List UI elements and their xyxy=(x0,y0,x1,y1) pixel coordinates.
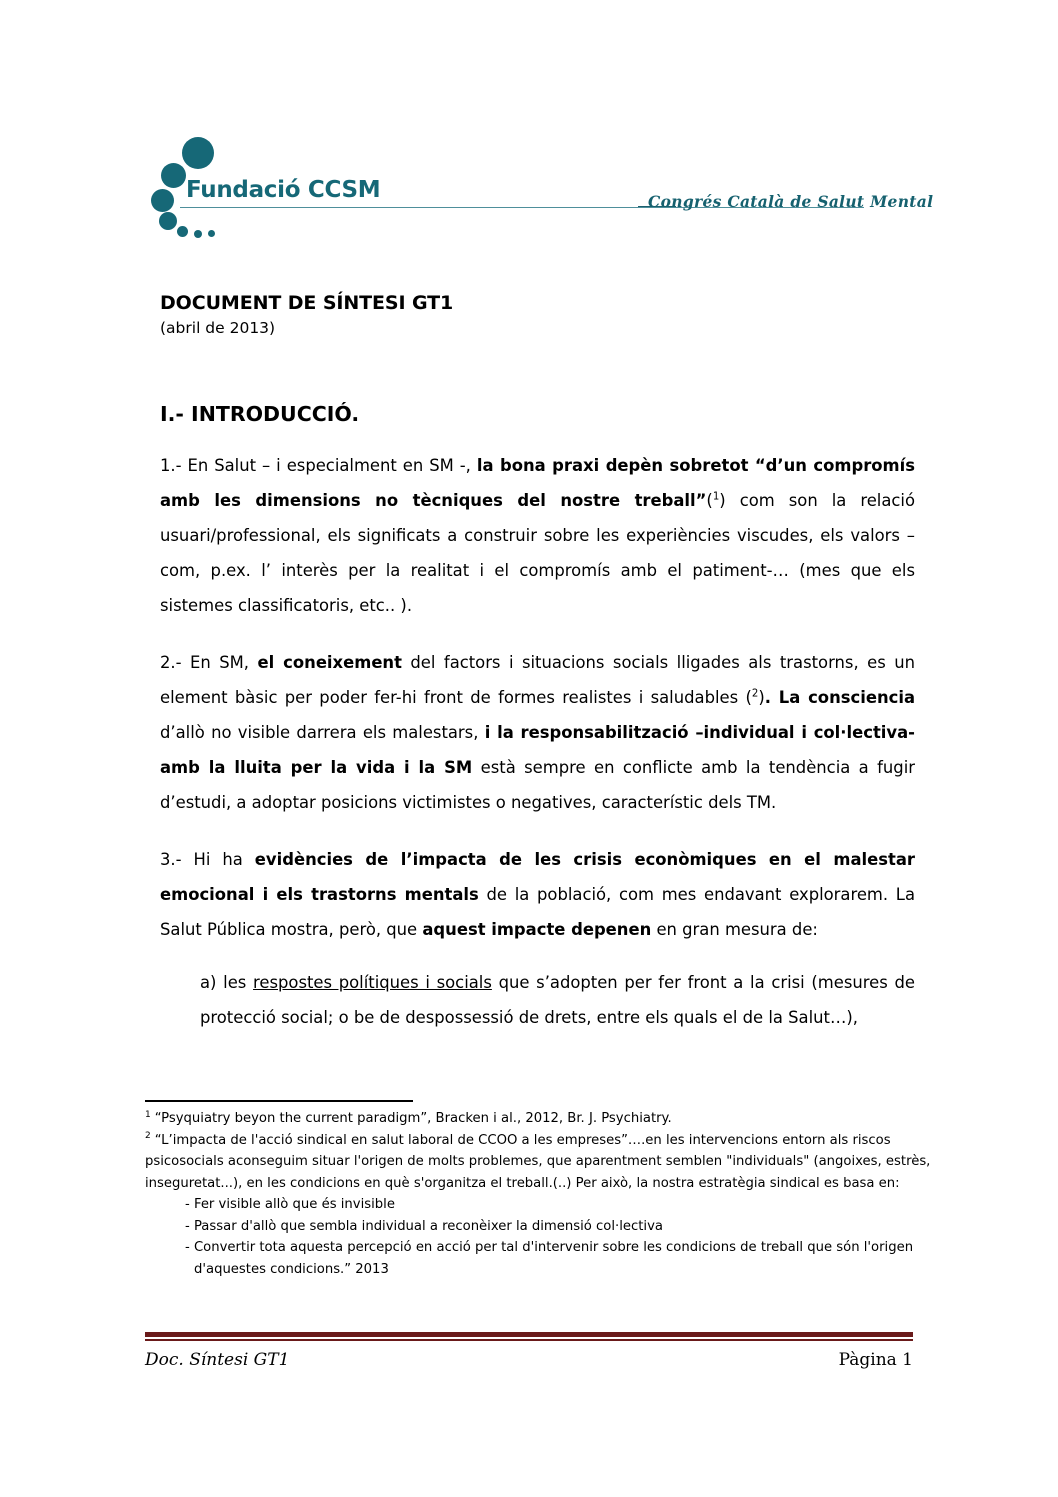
logo-dot-6 xyxy=(194,230,202,238)
document-body xyxy=(160,292,915,1035)
p1-bold-1: la bona praxi depèn sobretot “d’un compromís amb les dimensions no tècniques del nostre treball” xyxy=(160,456,915,510)
p2-note-close: ) xyxy=(758,688,765,707)
ccsm-logo xyxy=(148,133,381,245)
p3-bold-1: evidències de l’impacta de les crisis econòmiques en el malestar emocional i els trastorns mentals xyxy=(160,850,915,904)
footnote-ref-1: 1 xyxy=(712,491,720,503)
p2-lead: 2.- En SM, xyxy=(160,653,258,672)
list-item-a xyxy=(160,965,915,1035)
footnotes-section xyxy=(145,1100,935,1280)
paragraph-1 xyxy=(160,448,915,623)
logo-dot-7 xyxy=(208,230,215,237)
item-a-rest: que s’adopten per fer front a la crisi (mesures de protecció social; o be de despossessió de drets, entre els quals el de la Salut…), xyxy=(200,973,915,1027)
p2-bold-2: . La consciencia xyxy=(764,688,916,707)
p1-note-close: ) xyxy=(719,491,726,510)
footnote-1-text: “Psyquiatry beyon the current paradigm”, Bracken i al., 2012, Br. J. Psychiatry. xyxy=(154,1111,672,1126)
header-tagline: Congrés Català de Salut Mental xyxy=(648,192,934,211)
footer-rule-thick xyxy=(145,1332,913,1337)
logo-dot-5 xyxy=(177,226,188,237)
item-a-underlined: respostes polítiques i socials xyxy=(253,973,492,992)
p3-lead: 3.- Hi ha xyxy=(160,850,255,869)
p2-bold-1: el coneixement xyxy=(257,653,402,672)
document-subtitle: (abril de 2013) xyxy=(160,319,276,337)
paragraph-2 xyxy=(160,645,915,820)
p3-bold-2: aquest impacte depenen xyxy=(422,920,652,939)
p2-mid-1: del factors i situacions socials lligades als trastorns, es un element bàsic per poder fer-hi front de formes realistes i saludables xyxy=(160,653,915,707)
footnote-2-list-item: - Passar d'allò que sembla individual a reconèixer la dimensió col·lectiva xyxy=(185,1218,663,1234)
p2-mid-2: d’allò no visible darrera els malestars, xyxy=(160,723,485,742)
footer-rule-thin xyxy=(145,1339,913,1341)
footer-page-number: Pàgina 1 xyxy=(838,1349,913,1370)
footnote-1-mark: 1 xyxy=(145,1109,151,1120)
footnote-2-list xyxy=(145,1194,935,1280)
footer-document-label: Doc. Síntesi GT1 xyxy=(145,1349,290,1370)
logo-wordmark: Fundació CCSM xyxy=(186,177,381,203)
page-header xyxy=(0,0,1058,260)
p3-mid-1: de la població, com mes endavant explorarem. La Salut Pública mostra, però, que xyxy=(160,885,915,939)
item-a-lead: a) les xyxy=(200,973,254,992)
p1-lead: 1.- En Salut – i especialment en SM -, xyxy=(160,456,477,475)
footnote-2-mark: 2 xyxy=(145,1131,151,1142)
p2-rest: està sempre en conflicte amb la tendència a fugir d’estudi, a adoptar posicions victimistes o negatives, característic dels TM. xyxy=(160,758,915,812)
footer-row xyxy=(145,1350,913,1370)
footnote-ref-2: 2 xyxy=(751,688,759,700)
footnote-2-list-item: - Convertir tota aquesta percepció en acció per tal d'intervenir sobre les condicions de treball que són l'origen d'aquestes condicions.” 2013 xyxy=(185,1240,914,1277)
footnote-2 xyxy=(145,1130,935,1195)
p1-rest: com son la relació usuari/professional, els significats a construir sobre les experiències viscudes, els valors –com, p.ex. l’ interès per la realitat i el compromís amb el patiment-… (mes que els sistemes classificatoris, etc.. ). xyxy=(160,491,915,615)
section-heading-introduccio: I.- INTRODUCCIÓ. xyxy=(160,402,360,426)
page-footer xyxy=(145,1332,913,1370)
logo-dot-4 xyxy=(159,212,177,230)
logo-dot-1 xyxy=(182,137,214,169)
footnote-2-list-item: - Fer visible allò que és invisible xyxy=(185,1197,395,1212)
footnote-separator xyxy=(145,1100,413,1102)
logo-dot-3 xyxy=(151,189,174,212)
footnote-1 xyxy=(145,1108,935,1130)
p3-rest: en gran mesura de: xyxy=(651,920,818,939)
page-title: DOCUMENT DE SÍNTESI GT1 xyxy=(160,292,454,314)
logo-dot-2 xyxy=(161,163,186,188)
p2-bold-3: i la responsabilització –individual i col·lectiva- amb la lluita per la vida i la SM xyxy=(160,723,915,777)
p1-note-open: ( xyxy=(706,491,713,510)
p2-note-open: ( xyxy=(745,688,752,707)
paragraph-3 xyxy=(160,842,915,947)
footnote-2-text: “L’impacta de l'acció sindical en salut laboral de CCOO a les empreses”….en les intervencions entorn als riscos psicosocials aconseguim situar l'origen de molts problemes, que aparentment semblen "individuals" (angoixes, estrès, inseguretat...), en les condicions en què s'organitza el treball.(..) Per això, la nostra estratègia sindical es basa en: xyxy=(145,1132,931,1191)
